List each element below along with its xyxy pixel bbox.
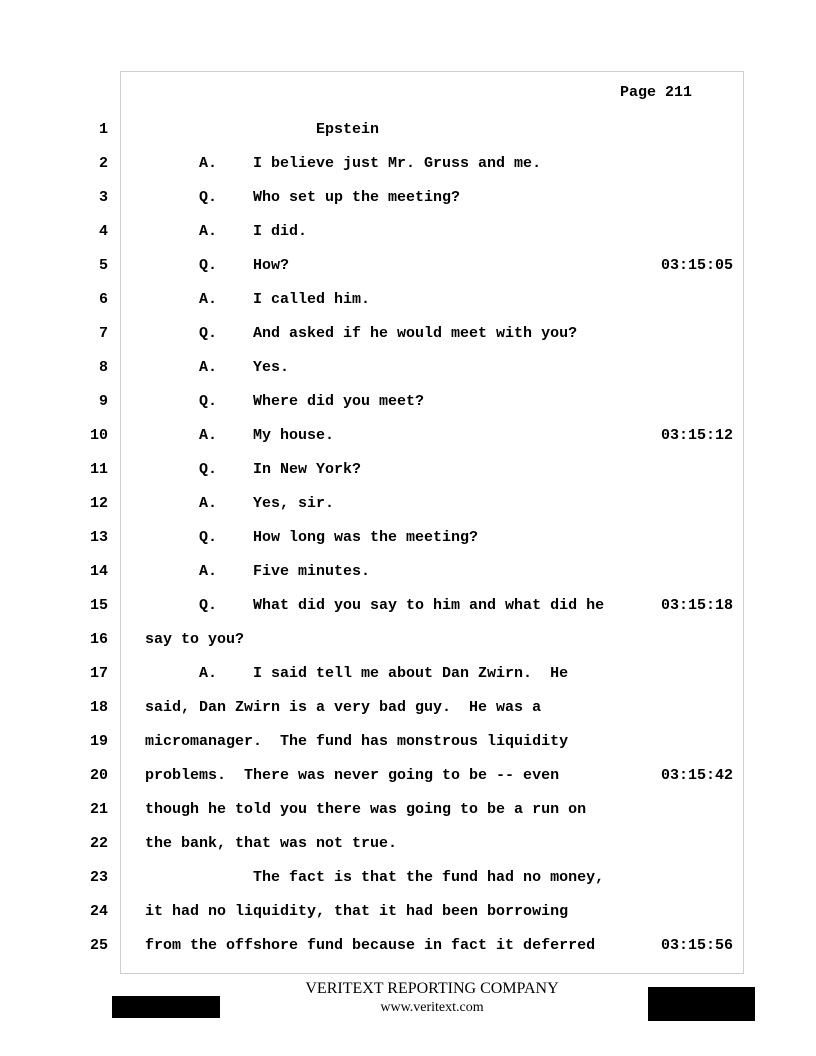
transcript-line bbox=[0, 562, 816, 582]
line-text: said, Dan Zwirn is a very bad guy. He was a bbox=[145, 699, 542, 716]
line-number: 24 bbox=[89, 903, 108, 920]
line-text: Q. How? bbox=[145, 257, 290, 274]
transcript-line bbox=[0, 494, 816, 514]
transcript-line bbox=[0, 596, 816, 616]
line-number: 14 bbox=[89, 563, 108, 580]
line-text: Epstein bbox=[145, 121, 380, 138]
transcript-line bbox=[0, 290, 816, 310]
line-number: 2 bbox=[98, 155, 108, 172]
transcript-line bbox=[0, 732, 816, 752]
timestamp: 03:15:18 bbox=[661, 597, 734, 614]
line-text: the bank, that was not true. bbox=[145, 835, 398, 852]
timestamp: 03:15:05 bbox=[661, 257, 734, 274]
line-text: A. Five minutes. bbox=[145, 563, 371, 580]
transcript-line bbox=[0, 902, 816, 922]
line-number: 16 bbox=[89, 631, 108, 648]
line-number: 25 bbox=[89, 937, 108, 954]
line-text: Q. What did you say to him and what did he bbox=[145, 597, 605, 614]
line-number: 18 bbox=[89, 699, 108, 716]
line-number: 5 bbox=[98, 257, 108, 274]
transcript-line bbox=[0, 426, 816, 446]
transcript-line bbox=[0, 256, 816, 276]
line-number: 7 bbox=[98, 325, 108, 342]
redaction-block-left bbox=[112, 996, 220, 1018]
line-text: micromanager. The fund has monstrous liquidity bbox=[145, 733, 569, 750]
line-text: problems. There was never going to be -- even bbox=[145, 767, 560, 784]
line-text: Q. Who set up the meeting? bbox=[145, 189, 461, 206]
transcript-line bbox=[0, 222, 816, 242]
line-number: 17 bbox=[89, 665, 108, 682]
line-number: 23 bbox=[89, 869, 108, 886]
line-text: Q. Where did you meet? bbox=[145, 393, 425, 410]
line-number: 15 bbox=[89, 597, 108, 614]
line-text: The fact is that the fund had no money, bbox=[145, 869, 605, 886]
line-number: 1 bbox=[98, 121, 108, 138]
transcript-line bbox=[0, 120, 816, 140]
line-text: from the offshore fund because in fact it deferred bbox=[145, 937, 596, 954]
timestamp: 03:15:42 bbox=[661, 767, 734, 784]
line-text: A. I believe just Mr. Gruss and me. bbox=[145, 155, 542, 172]
line-text: A. I called him. bbox=[145, 291, 371, 308]
transcript-line bbox=[0, 528, 816, 548]
transcript-line bbox=[0, 936, 816, 956]
line-number: 21 bbox=[89, 801, 108, 818]
transcript-line bbox=[0, 188, 816, 208]
line-number: 12 bbox=[89, 495, 108, 512]
line-number: 10 bbox=[89, 427, 108, 444]
line-number: 3 bbox=[98, 189, 108, 206]
line-number: 11 bbox=[89, 461, 108, 478]
line-text: A. Yes. bbox=[145, 359, 290, 376]
line-text: A. I said tell me about Dan Zwirn. He bbox=[145, 665, 569, 682]
transcript-line bbox=[0, 630, 816, 650]
timestamp: 03:15:12 bbox=[661, 427, 734, 444]
footer-company: VERITEXT REPORTING COMPANY bbox=[305, 980, 559, 997]
transcript-line bbox=[0, 358, 816, 378]
line-number: 6 bbox=[98, 291, 108, 308]
line-number: 22 bbox=[89, 835, 108, 852]
footer-website: www.veritext.com bbox=[380, 1000, 484, 1015]
transcript-line bbox=[0, 324, 816, 344]
timestamp: 03:15:56 bbox=[661, 937, 734, 954]
line-number: 20 bbox=[89, 767, 108, 784]
transcript-line bbox=[0, 698, 816, 718]
line-text: A. I did. bbox=[145, 223, 308, 240]
transcript-line bbox=[0, 766, 816, 786]
transcript-line bbox=[0, 664, 816, 684]
line-number: 13 bbox=[89, 529, 108, 546]
line-text: say to you? bbox=[145, 631, 245, 648]
line-number: 19 bbox=[89, 733, 108, 750]
page-number: Page 211 bbox=[620, 84, 693, 101]
line-text: Q. How long was the meeting? bbox=[145, 529, 479, 546]
line-text: A. My house. bbox=[145, 427, 335, 444]
redaction-block-right bbox=[648, 987, 755, 1021]
line-text: it had no liquidity, that it had been borrowing bbox=[145, 903, 569, 920]
transcript-line bbox=[0, 460, 816, 480]
line-number: 8 bbox=[98, 359, 108, 376]
line-text: though he told you there was going to be a run on bbox=[145, 801, 587, 818]
line-text: Q. And asked if he would meet with you? bbox=[145, 325, 578, 342]
transcript-line bbox=[0, 154, 816, 174]
line-text: A. Yes, sir. bbox=[145, 495, 335, 512]
line-text: Q. In New York? bbox=[145, 461, 362, 478]
transcript-line bbox=[0, 392, 816, 412]
transcript-line bbox=[0, 834, 816, 854]
line-number: 9 bbox=[98, 393, 108, 410]
transcript-line bbox=[0, 868, 816, 888]
transcript-line bbox=[0, 800, 816, 820]
line-number: 4 bbox=[98, 223, 108, 240]
